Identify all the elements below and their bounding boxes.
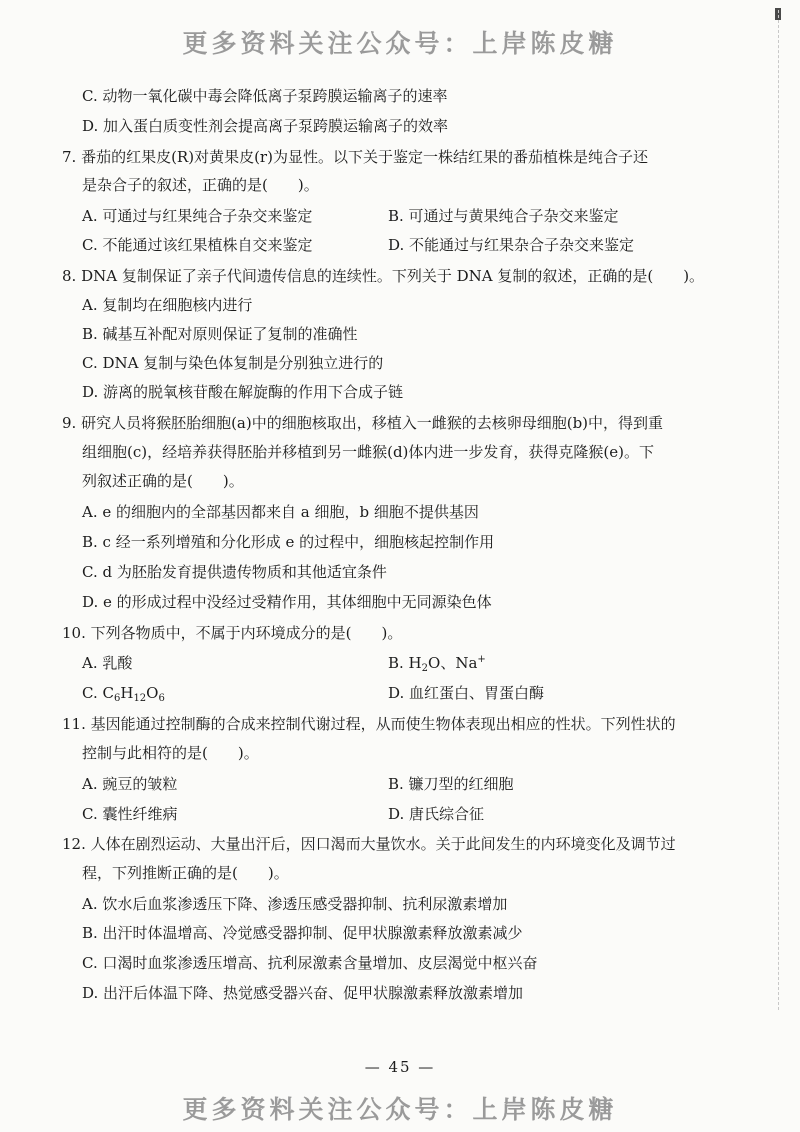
option-7D: D. 不能通过与红果杂合子杂交来鉴定: [388, 236, 635, 254]
question-8: 8. DNA 复制保证了亲子代间遗传信息的连续性。下列关于 DNA 复制的叙述，正确的是( )。: [62, 267, 705, 285]
question-10: 10. 下列各物质中，不属于内环境成分的是( )。: [62, 624, 403, 642]
option-10D: D. 血红蛋白、胃蛋白酶: [388, 684, 545, 702]
watermark-top: 更多资料关注公众号：上岸陈皮糖: [182, 29, 618, 58]
option-8D: D. 游离的脱氧核苷酸在解旋酶的作用下合成子链: [82, 383, 404, 401]
margin-rule: [778, 10, 780, 1010]
option-8A: A. 复制均在细胞核内进行: [82, 296, 253, 314]
option-11A: A. 豌豆的皱粒: [82, 775, 178, 793]
option-8B: B. 碱基互补配对原则保证了复制的准确性: [82, 325, 358, 343]
question-11-cont: 控制与此相符的是( )。: [82, 744, 259, 762]
option-11C: C. 囊性纤维病: [82, 805, 178, 823]
question-12-cont: 程，下列推断正确的是( )。: [82, 864, 289, 882]
option-8C: C. DNA 复制与染色体复制是分别独立进行的: [82, 354, 384, 372]
question-9-cont1: 组细胞(c)，经培养获得胚胎并移植到另一雌猴(d)体内进一步发育，获得克隆猴(e)。下: [82, 443, 654, 461]
question-7-cont: 是杂合子的叙述，正确的是( )。: [82, 176, 319, 194]
option-7A: A. 可通过与红果纯合子杂交来鉴定: [82, 207, 313, 225]
page-number: — 45 —: [364, 1058, 436, 1076]
question-9: 9. 研究人员将猴胚胎细胞(a)中的细胞核取出，移植入一雌猴的去核卵母细胞(b)中，得到重: [62, 414, 664, 432]
option-9B: B. c 经一系列增殖和分化形成 e 的过程中，细胞核起控制作用: [82, 533, 495, 551]
option-12C: C. 口渴时血浆渗透压增高、抗利尿激素含量增加、皮层渴觉中枢兴奋: [82, 954, 538, 972]
option-6C: C. 动物一氧化碳中毒会降低离子泵跨膜运输离子的速率: [82, 87, 448, 105]
watermark-bottom: 更多资料关注公众号：上岸陈皮糖: [182, 1095, 618, 1124]
question-12: 12. 人体在剧烈运动、大量出汗后，因口渴而大量饮水。关于此间发生的内环境变化及调节过: [62, 835, 676, 853]
question-7: 7. 番茄的红果皮(R)对黄果皮(r)为显性。以下关于鉴定一株结红果的番茄植株是纯合子还: [62, 148, 648, 166]
option-10A: A. 乳酸: [82, 654, 133, 672]
option-6D: D. 加入蛋白质变性剂会提高离子泵跨膜运输离子的效率: [82, 117, 449, 135]
option-9D: D. e 的形成过程中没经过受精作用，其体细胞中无同源染色体: [82, 593, 492, 611]
option-12A: A. 饮水后血浆渗透压下降、渗透压感受器抑制、抗利尿激素增加: [82, 895, 508, 913]
option-11D: D. 唐氏综合征: [388, 805, 485, 823]
option-10C: C. $C_6H_{12}O_6$: [82, 684, 165, 704]
option-12D: D. 出汗后体温下降、热觉感受器兴奋、促甲状腺激素释放激素增加: [82, 984, 524, 1002]
option-9C: C. d 为胚胎发育提供遗传物质和其他适宜条件: [82, 563, 387, 581]
option-7B: B. 可通过与黄果纯合子杂交来鉴定: [388, 207, 619, 225]
option-9A: A. e 的细胞内的全部基因都来自 a 细胞，b 细胞不提供基因: [82, 503, 479, 521]
option-11B: B. 镰刀型的红细胞: [388, 775, 514, 793]
question-11: 11. 基因能通过控制酶的合成来控制代谢过程，从而使生物体表现出相应的性状。下列性状的: [62, 715, 676, 733]
option-12B: B. 出汗时体温增高、冷觉感受器抑制、促甲状腺激素释放激素减少: [82, 924, 523, 942]
option-7C: C. 不能通过该红果植株自交来鉴定: [82, 236, 313, 254]
question-9-cont2: 列叙述正确的是( )。: [82, 472, 244, 490]
option-10B: B. $H_2O$、Na+: [388, 654, 486, 674]
